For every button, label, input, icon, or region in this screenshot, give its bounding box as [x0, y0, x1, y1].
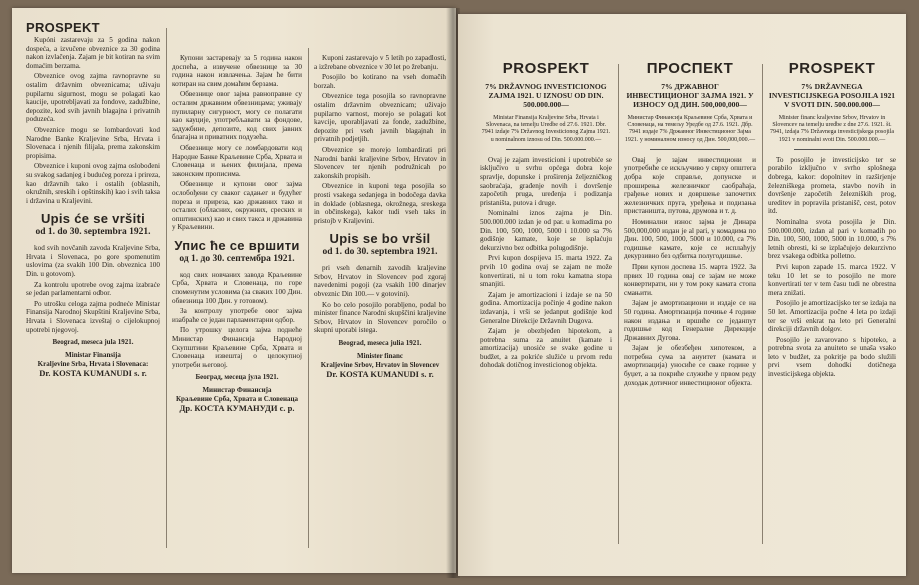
column-divider	[762, 64, 763, 544]
right-col-slovenian	[768, 50, 896, 570]
prospectus-title: ПРОСПЕКТ	[646, 60, 734, 77]
left-col2-para: Обвезнице овог зајма равноправне су осталим државним обвезницама; уживају пупиларну сигурност, могу се полагати као кауције, употребљавати за фондове, задужбине, депозите, код свих јавних благајна и приватних подузећа.	[172, 90, 302, 142]
issue-date: Београд, месеца јула 1921.	[195, 373, 279, 382]
right-col1-para: Nominalni iznos zajma je Din. 500.000.000 izdan je od par. u komadima po Din. 100, 500, 1000, 5000 i 10.000 sa 7% godišnje kamate, koje se isplaćuju dekurzivno bez odbitka polugodišnje.	[480, 209, 612, 252]
left-col2-para: Купони застаревају за 5 година након доспећа, а извучене обвезнице за 30 година након извлачења. Зајам ће бити котиран на свим домаћим берзама.	[172, 54, 302, 88]
right-col-cyrillic	[624, 50, 756, 570]
signature-title: Ministar Finansija	[65, 350, 121, 359]
right-col1-para: Zajam je amortizacioni i izdaje se na 50 godina. Amortizacija počinje 4 godine nakon izdavanja, i vrši se jedanput godišnje kod Generalne Direkcije Državnih Dugova.	[480, 290, 612, 325]
subscription-dates: od 1. do 30. septembra 1921.	[322, 247, 438, 258]
prospectus-subtitle: 7% DRŽAVNOG INVESTICIONOG ZAJMA 1921. U IZNOSU OD DIN. 500.000.000—	[485, 82, 607, 109]
signature-title: Министар Финансија	[202, 386, 272, 394]
left-col3-para: Obveznice tega posojila so ravnopravne ostalim državnim obveznicam; uživajo pupilarno varnost, morejo se polagati kot kavcije, uporabljavati za fonde, zadužbine, depozite pri vseh javnih blagajnah in privatnih podjetjih.	[314, 92, 446, 144]
right-col2-para: Овај је зајам инвестициони и употребиће се искључиво у сврху општега добра које спрaвље, допунске и проширења железничког саобраћаја, грађење нових и довршење започетих железничких пруга, уређења и подизања пристаништа, путова, друмова и т. д.	[624, 155, 756, 216]
left-col1-para: Kupóni zastarevaju za 5 godina nakon dospeća, a izvučene obveznice za 30 godina nakon izvlačenja. Zajam je bit kotiran na svim domaćim berzama.	[26, 36, 160, 70]
left-col-cyrillic	[172, 54, 302, 569]
left-col2-para: Обвезнице и купони овог зајма ослобођени су сваког садањег и будућег пореза и приреза, као државних тако и осталих (обласних, окружних, среских и општинских) као и свих такса и државина у Краљевини.	[172, 180, 302, 232]
left-col3-para: Obveznice in kuponi tega posojila so prosti vsakega sedanjega in bodočega davka in doklade (oblasnega, okrožnega, sreskega in občinskega), kakor tudi vseh taks in pristojb v Kraljevini.	[314, 182, 446, 225]
left-col3-para: Posojilo bo kotirano na vseh domačih borzah.	[314, 73, 446, 90]
left-col1-para: Obveznice mogu se lombardovati kod Narodne Banke Kraljevine Srba, Hrvata i Slovenaca i njenih filijala, prema zakonskim propisima.	[26, 125, 160, 160]
left-col1-para: Obveznice i kuponi ovog zajma oslobođeni su svakog sadanjeg i budućeg poreza i prireza, kao državnih tako i ostalih (oblasnih, okružnih, sreskih i opštinskih) kao i svih taksa i državina u Kraljevini.	[26, 162, 160, 205]
left-col3-para: Ko bo celo posojilo porabljeno, podal bo minister finance Narodni skupščini kraljevine Srbov, Hrvatov in Slovencev poročilo o skupni uporabi istega.	[314, 300, 446, 335]
left-col1-para: Za kontrolu upotrebe ovog zajma izabraće se jedan parlamentarni odbor.	[26, 280, 160, 298]
rule	[506, 149, 585, 150]
prospectus-decree: Ministar Finansija Kraljevine Srba, Hrvata i Slovenaca, na temelju Uredbe od 27.6. 1921. Dbr. 7941 izdaje 7% Državnog Investicionog Zajma 1921. u nominalnom iznosu od Din. 500.000.000.—	[481, 115, 611, 143]
left-col3-para: Obveznice se morejo lombardirati pri Narodni banki kraljevine Srbov, Hrvatov in Slovencev ter njenih podružnicah po zakonskih propisih.	[314, 145, 446, 180]
left-col2-para: За контролу употребе овог зајма изабраће се један парламентарни одбор.	[172, 307, 302, 324]
signature-kingdom: Kraljevine Srbov, Hrvatov in Slovencev	[320, 360, 440, 369]
signature-title: Minister financ	[357, 351, 403, 360]
prospectus-title: PROSPEKT	[502, 60, 590, 77]
signature-name: Dr. KOSTA KUMANUDI s. r.	[39, 367, 147, 378]
left-col2-para: По утрошку целога зајма поднеће Министар Финансија Народној Скупштини Краљевине Срба, Хрвата и Словенаца извештај о целокупној употреби његовој.	[172, 326, 302, 369]
left-col-slovenian	[314, 54, 446, 569]
subscription-heading: Upis će se vršiti	[40, 211, 146, 227]
right-col2-para: Номинални износ зајма је Динара 500,000,000 издан је al pari, у комадима по Дин. 100, 500, 1000, 5000 и 10.000, са 7% годишње камате, које се исплаћују декурзивно без одбитка полугодишње.	[624, 217, 756, 261]
signature-name: Др. КОСТА КУМАНУДИ с. р.	[179, 403, 295, 413]
rule	[650, 149, 729, 150]
subscription-heading: Upis se bo vršil	[329, 231, 431, 247]
rule	[794, 149, 871, 150]
signature-kingdom: Краљевине Срба, Хрвата и Словенаца	[175, 395, 299, 403]
right-col2-para: Зајам је амортизациони и издаје се на 50 година. Амортизација почиње 4 године након издања и вршиће се једанпут годишње код Генералне Дирекције Државних Дугова.	[624, 299, 756, 342]
subscription-heading: Упис ће се вршити	[174, 237, 300, 253]
signature-name: Dr. KOSTA KUMANUDI s. r.	[326, 368, 434, 379]
signature-kingdom: Kraljevine Srba, Hrvata i Slovenaca:	[37, 359, 149, 368]
right-col3-para: Posojilo je amortizacijsko ter se izdaja na 50 let. Amortizacija počne 4 leta po izdaji ter se vrši enkrat na leto pri Generalni direkciji državnih dolgov.	[768, 299, 896, 334]
right-col1-para: Zajam je obezbjeđen hipotekom, a potrebna suma za anuitet (kamate i amortizacija) unosiće se svake godine u budžet, a za pokriće služiće u prvom redu dohodak dotičnog investicionog objekta.	[480, 327, 612, 370]
column-divider	[618, 64, 619, 544]
left-col1-para: Po utrošku celoga zajma podneće Ministar Finansija Narodnoj Skupštini Kraljevine Srba, Hrvata i Slovenaca izveštaj o cijelokupnoj upotrebi njegovoj.	[26, 299, 160, 334]
right-col2-para: Први купон доспева 15. марта 1922. За првих 10 година овај се зајам не може конвертирати, ни у том року камата стопа смањити.	[624, 262, 756, 297]
right-col3-para: Posojilo je zavarovano s hipoteko, a potrebna svota za anuiteto se unaša vsako leto v budžet, za pokritje pa bodo služili prvi vsem dohodki dotičnega investicijskega objekta.	[768, 335, 896, 379]
left-col3-para: Kuponi zastarevajo v 5 letih po zapadlosti, a izžrebane obveznice v 30 let po žrebanju.	[314, 54, 446, 71]
prospectus-subtitle: 7% DRŽAVNEGA INVESTICIJSKEGA POSOJILA 1921 V SVOTI DIN. 500.000.000—	[768, 82, 896, 109]
right-col3-para: Nominalna svota posojila je Din. 500.000.000, izdan al pari v komadih po Din. 100, 500, 1000, 5000 in 10.000, s 7% letnih obresti, ki se izplačujejo dekurzivno brez vsakega odbitka polletno.	[768, 217, 896, 261]
prospectus-decree: Министар Финансија Краљевине Срба, Хрвата и Словенаца, на темељу Уредбе од 27.6. 1921. Дбр. 7941 издаје 7% Државног Инвестиционог Зајма 1921. у номиналном износу од Дин. 500,000,000.—	[624, 115, 756, 143]
issue-date: Beograd, meseca julia 1921.	[338, 339, 422, 348]
right-col-latin	[480, 50, 612, 570]
left-col3-para: pri vseh denarnih zavodih kraljevine Srbov, Hrvatov in Slovencev pod zgoraj navedenimi pogoji (za vsakih 100 dinarjev obveznic Din 100.— v gotovini).	[314, 264, 446, 299]
left-col2-para: код свих новчаних завода Краљевине Срба, Хрвата и Словенаца, по горе споменутим условима (за сваких 100 Дин. обвезница 100 Дин. у готовом).	[172, 270, 302, 305]
prospectus-decree: Minister financ kraljevine Srbov, Hrvatov in Slovencev na temelju uredbe z dne 27.6. 1921. št. 7941, izdaja 7% Državnega investicijskega posojila 1921 v nominalni svoti Din. 500.000.000.—	[770, 115, 894, 143]
prospectus-title: PROSPEKT	[788, 60, 876, 77]
subscription-dates: od 1. do 30. septembra 1921.	[35, 227, 151, 238]
left-col2-para: Обвезнице могу се ломбардовати код Народне Банке Краљевине Срба, Хрвата и Словенаца и њених филијала, према законским прописима.	[172, 143, 302, 178]
column-divider	[166, 28, 167, 548]
right-col3-para: To posojilo je investicijsko ter se porabilo izključno v svrho splošnega dobrega, kakor: dopolnitev in razširjenje železniškega prometa, stavbo novih in dovršenje započetih železniških prog, ureditev in popravila pristanišč, cest, potov itd.	[768, 155, 896, 216]
left-col1-para: kod svih novčanih zavoda Kraljevine Srba, Hrvata i Slovenaca, po gore spomenutim uslovima (za svakih 100 Din. obveznica 100 Din. u gotovom).	[26, 244, 160, 279]
prospectus-subtitle: 7% ДРЖАВНОГ ИНВЕСТИЦИОНОГ ЗАЈМА 1921. У ИЗНОСУ ОД ДИН. 500,000,000—	[626, 82, 754, 109]
right-col1-para: Prvi kupon dospijeva 15. marta 1922. Za prvih 10 godina ovaj se zajam ne može konvertirati, ni u tom roku kamatna stopa smanjiti.	[480, 254, 612, 289]
issue-date: Beograd, meseca jula 1921.	[52, 338, 134, 347]
right-col3-para: Prvi kupon zapade 15. marca 1922. V teku 10 let se to posojilo ne more konvertirati ter v tem času tudi ne obrestna mera znižati.	[768, 262, 896, 297]
right-col1-para: Ovaj je zajam investicioni i upotrebiće se isključivo u svrhu općega dobra koje spravlje, dopunske i proširenja željezničkog saobraćaja, građenje novih i dovršenje započetih pruga, uređenja i podizanja pristaništa, putova i druge.	[480, 155, 612, 207]
subscription-dates: од 1. до 30. септембра 1921.	[179, 253, 295, 264]
left-col-latin	[26, 14, 160, 569]
right-page	[458, 14, 906, 576]
column-divider	[308, 48, 309, 548]
right-col2-para: Зајам је обезбеђен хипотеком, а потребна сума за ануитет (камата и амортизација) уносиће се сваке године у буџет, а за покриће служиће у првом реду доходак дотичног инвестиционог објекта.	[624, 344, 756, 387]
left-page	[12, 8, 456, 573]
left-col1-para: Obveznice ovog zajma ravnopravne su ostalim državnim obveznicama; uživaju pupilarnu sigurnost, mogu se polagati kao kaucije, upotrebljavati za fondove, zadužbine, depozite, kod svih javnih blagajna i privatnih poduzeća.	[26, 72, 160, 124]
left-col1-title: PROSPEKT	[26, 20, 100, 35]
